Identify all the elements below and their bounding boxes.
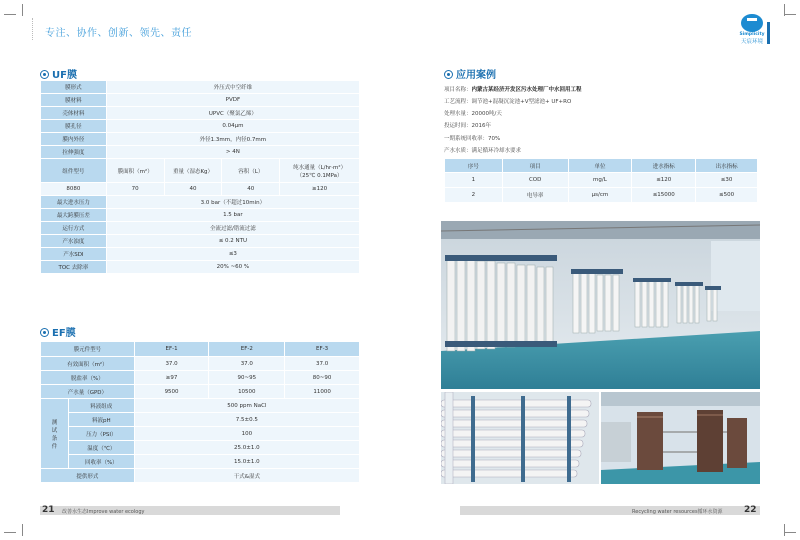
ef-header: EF-2 <box>209 342 285 357</box>
spec-header: 组件型号 <box>41 159 107 183</box>
test-label-char: 条 <box>51 435 58 442</box>
header-divider <box>32 18 39 40</box>
test-label-char: 试 <box>51 427 58 434</box>
spec-cell: 40 <box>222 183 280 196</box>
ef-row-value: 10500 <box>209 385 285 399</box>
uf-row-value: ≤3 <box>106 248 359 261</box>
ef-row <box>41 357 360 371</box>
uf-spec-header-row <box>41 159 360 183</box>
uf-row-label: 膜形式 <box>41 81 107 94</box>
ef-row-value: 90~95 <box>209 371 285 385</box>
ef-test-value: 500 ppm NaCl <box>134 399 359 413</box>
uf-row-label: 拉伸强度 <box>41 146 107 159</box>
ef-row-label: 提供形式 <box>41 469 135 483</box>
crop-mark <box>784 14 796 23</box>
ef-test-label: 回收率（%） <box>68 455 134 469</box>
ef-test-value: 15.0±1.0 <box>134 455 359 469</box>
uf-row-label: 运行方式 <box>41 222 107 235</box>
case-cell: ≤15000 <box>632 188 696 203</box>
case-cell: ≤30 <box>696 173 758 188</box>
ef-row-label: 脱盐率（%） <box>41 371 135 385</box>
case-cell: COD <box>502 173 568 188</box>
ef-section-title <box>40 324 76 339</box>
ef-header: 膜元件型号 <box>41 342 135 357</box>
plant-hall-photo <box>441 221 760 389</box>
ef-header: EF-3 <box>285 342 360 357</box>
target-icon <box>444 70 453 79</box>
ef-test-row <box>41 413 360 427</box>
case-header: 项目 <box>502 159 568 173</box>
target-icon <box>40 328 49 337</box>
uf-row <box>41 133 360 146</box>
uf-row-label: 膜内外径 <box>41 133 107 146</box>
ef-row-value: 37.0 <box>209 357 285 371</box>
footer-text-right: Recycling water resources循环水资源 <box>632 509 723 515</box>
uf-row <box>41 146 360 159</box>
uf-row-value: 外压式中空纤维 <box>106 81 359 94</box>
ef-row-value: ≥97 <box>134 371 209 385</box>
ef-row-value: 干式&湿式 <box>134 469 359 483</box>
ef-test-label: 温度（℃） <box>68 441 134 455</box>
case-info-line: 处理水量：20000吨/天 <box>444 111 502 117</box>
case-info-line: 工艺流程：调节池+混凝沉淀池+V型滤池+ UF+RO <box>444 99 572 105</box>
test-label-char: 测 <box>51 419 58 426</box>
uf-row-value: 3.0 bar（不超过10min） <box>106 196 359 209</box>
ef-row-value: 11000 <box>285 385 360 399</box>
ef-test-label: 料液pH <box>68 413 134 427</box>
case-section-title <box>444 66 496 81</box>
ef-test-label: 料液组成 <box>68 399 134 413</box>
case-header: 序号 <box>445 159 503 173</box>
plant-hall-illustration <box>441 221 760 389</box>
right-edge-mark <box>767 22 770 44</box>
uf-row <box>41 235 360 248</box>
uf-row-value: 0.04μm <box>106 120 359 133</box>
uf-row-value: 20% ~60 % <box>106 261 359 274</box>
pipe-rack-photo <box>441 392 599 484</box>
uf-row-label: 膜材料 <box>41 94 107 107</box>
flux-label: 纯水通量（L/hr·m²） <box>293 164 347 171</box>
uf-row-value: 1.5 bar <box>106 209 359 222</box>
case-header: 单位 <box>568 159 632 173</box>
case-cell: ≤120 <box>632 173 696 188</box>
ef-row-value: 37.0 <box>134 357 209 371</box>
case-cell: 1 <box>445 173 503 188</box>
uf-section-title <box>40 66 77 81</box>
uf-row-label: 产水浊度 <box>41 235 107 248</box>
uf-row-label: TOC 去除率 <box>41 261 107 274</box>
uf-row-value: UPVC（聚氯乙烯） <box>106 107 359 120</box>
spec-cell: ≥120 <box>280 183 360 196</box>
project-line <box>444 85 582 93</box>
ef-table <box>40 341 360 483</box>
case-cell: μs/cm <box>568 188 632 203</box>
uf-row <box>41 196 360 209</box>
spec-header: 重量（湿态Kg） <box>164 159 222 183</box>
page-number-left: 21 <box>42 505 55 515</box>
crop-mark <box>4 14 16 23</box>
ef-header: EF-1 <box>134 342 209 357</box>
spec-cell: 8080 <box>41 183 107 196</box>
case-info-line: 产水水质：满足循环冷却水要求 <box>444 148 522 154</box>
case-table <box>444 158 758 203</box>
uf-table <box>40 80 360 274</box>
case-cell: 2 <box>445 188 503 203</box>
page-number-right: 22 <box>744 505 757 515</box>
uf-row-label: 产水SDI <box>41 248 107 261</box>
ef-row <box>41 385 360 399</box>
case-info-line: 一期系统回收率：70% <box>444 136 501 142</box>
uf-row-label: 最大跨膜压差 <box>41 209 107 222</box>
crop-mark <box>784 524 796 533</box>
case-row <box>445 188 758 203</box>
logo-chinese: 天宸环境 <box>740 39 763 45</box>
spec-header: 膜面积（m²） <box>106 159 164 183</box>
project-label: 项目名称： <box>444 87 472 93</box>
spec-cell: 70 <box>106 183 164 196</box>
tank-room-photo <box>601 392 760 484</box>
ef-row-label: 有效面积（m²） <box>41 357 135 371</box>
uf-row <box>41 120 360 133</box>
ef-row-value: 80~90 <box>285 371 360 385</box>
ef-test-value: 100 <box>134 427 359 441</box>
pipe-rack-illustration <box>441 392 599 484</box>
case-header: 出水指标 <box>696 159 758 173</box>
case-header: 进水指标 <box>632 159 696 173</box>
uf-row <box>41 209 360 222</box>
ef-test-row <box>41 441 360 455</box>
case-cell: 电导率 <box>502 188 568 203</box>
ef-test-label: 压力（PSI） <box>68 427 134 441</box>
ef-row-label: 产水量（GPD） <box>41 385 135 399</box>
ef-test-row <box>41 455 360 469</box>
ef-test-value: 7.5±0.5 <box>134 413 359 427</box>
uf-row-value: PVDF <box>106 94 359 107</box>
uf-row-value: 全流过滤/错流过滤 <box>106 222 359 235</box>
ef-row <box>41 371 360 385</box>
uf-title-text: UF膜 <box>52 70 77 81</box>
ef-row-value: 9500 <box>134 385 209 399</box>
uf-row <box>41 107 360 120</box>
uf-row <box>41 94 360 107</box>
ef-last-row <box>41 469 360 483</box>
uf-row <box>41 81 360 94</box>
uf-row-label: 膜孔径 <box>41 120 107 133</box>
case-title-text: 应用案例 <box>456 70 496 81</box>
flux-condition: （25℃ 0.1MPa） <box>296 172 343 179</box>
test-conditions-label <box>41 399 69 469</box>
test-label-char: 件 <box>51 443 58 450</box>
uf-row-value: > 4N <box>106 146 359 159</box>
tagline: 专注、协作、创新、领先、责任 <box>45 28 192 39</box>
uf-row <box>41 222 360 235</box>
ef-header-row <box>41 342 360 357</box>
ef-row-value: 37.0 <box>285 357 360 371</box>
uf-row-value: ≤ 0.2 NTU <box>106 235 359 248</box>
case-cell: ≤500 <box>696 188 758 203</box>
spec-cell: 40 <box>164 183 222 196</box>
case-header-row <box>445 159 758 173</box>
logo-icon <box>741 14 763 32</box>
case-cell: mg/L <box>568 173 632 188</box>
ef-test-value: 25.0±1.0 <box>134 441 359 455</box>
company-logo <box>732 14 772 48</box>
uf-row-value: 外径1.3mm，内径0.7mm <box>106 133 359 146</box>
ef-title-text: EF膜 <box>52 328 76 339</box>
target-icon <box>40 70 49 79</box>
spec-header: 容积（L） <box>222 159 280 183</box>
ef-test-row <box>41 399 360 413</box>
uf-spec-row <box>41 183 360 196</box>
tank-room-illustration <box>601 392 760 484</box>
footer-text-left: 改善水生态Improve water ecology <box>62 509 145 515</box>
case-row <box>445 173 758 188</box>
logo-english: Simplicity <box>739 32 765 37</box>
ef-test-row <box>41 427 360 441</box>
uf-row-label: 最大进水压力 <box>41 196 107 209</box>
spec-header-flux <box>280 159 360 183</box>
project-name: 内蒙古某经济开发区污水处理厂中水回用工程 <box>471 87 582 93</box>
uf-row <box>41 261 360 274</box>
case-info-line: 投运时间：2016年 <box>444 123 491 129</box>
uf-row-label: 壳体材料 <box>41 107 107 120</box>
crop-mark <box>4 524 16 533</box>
uf-row <box>41 248 360 261</box>
